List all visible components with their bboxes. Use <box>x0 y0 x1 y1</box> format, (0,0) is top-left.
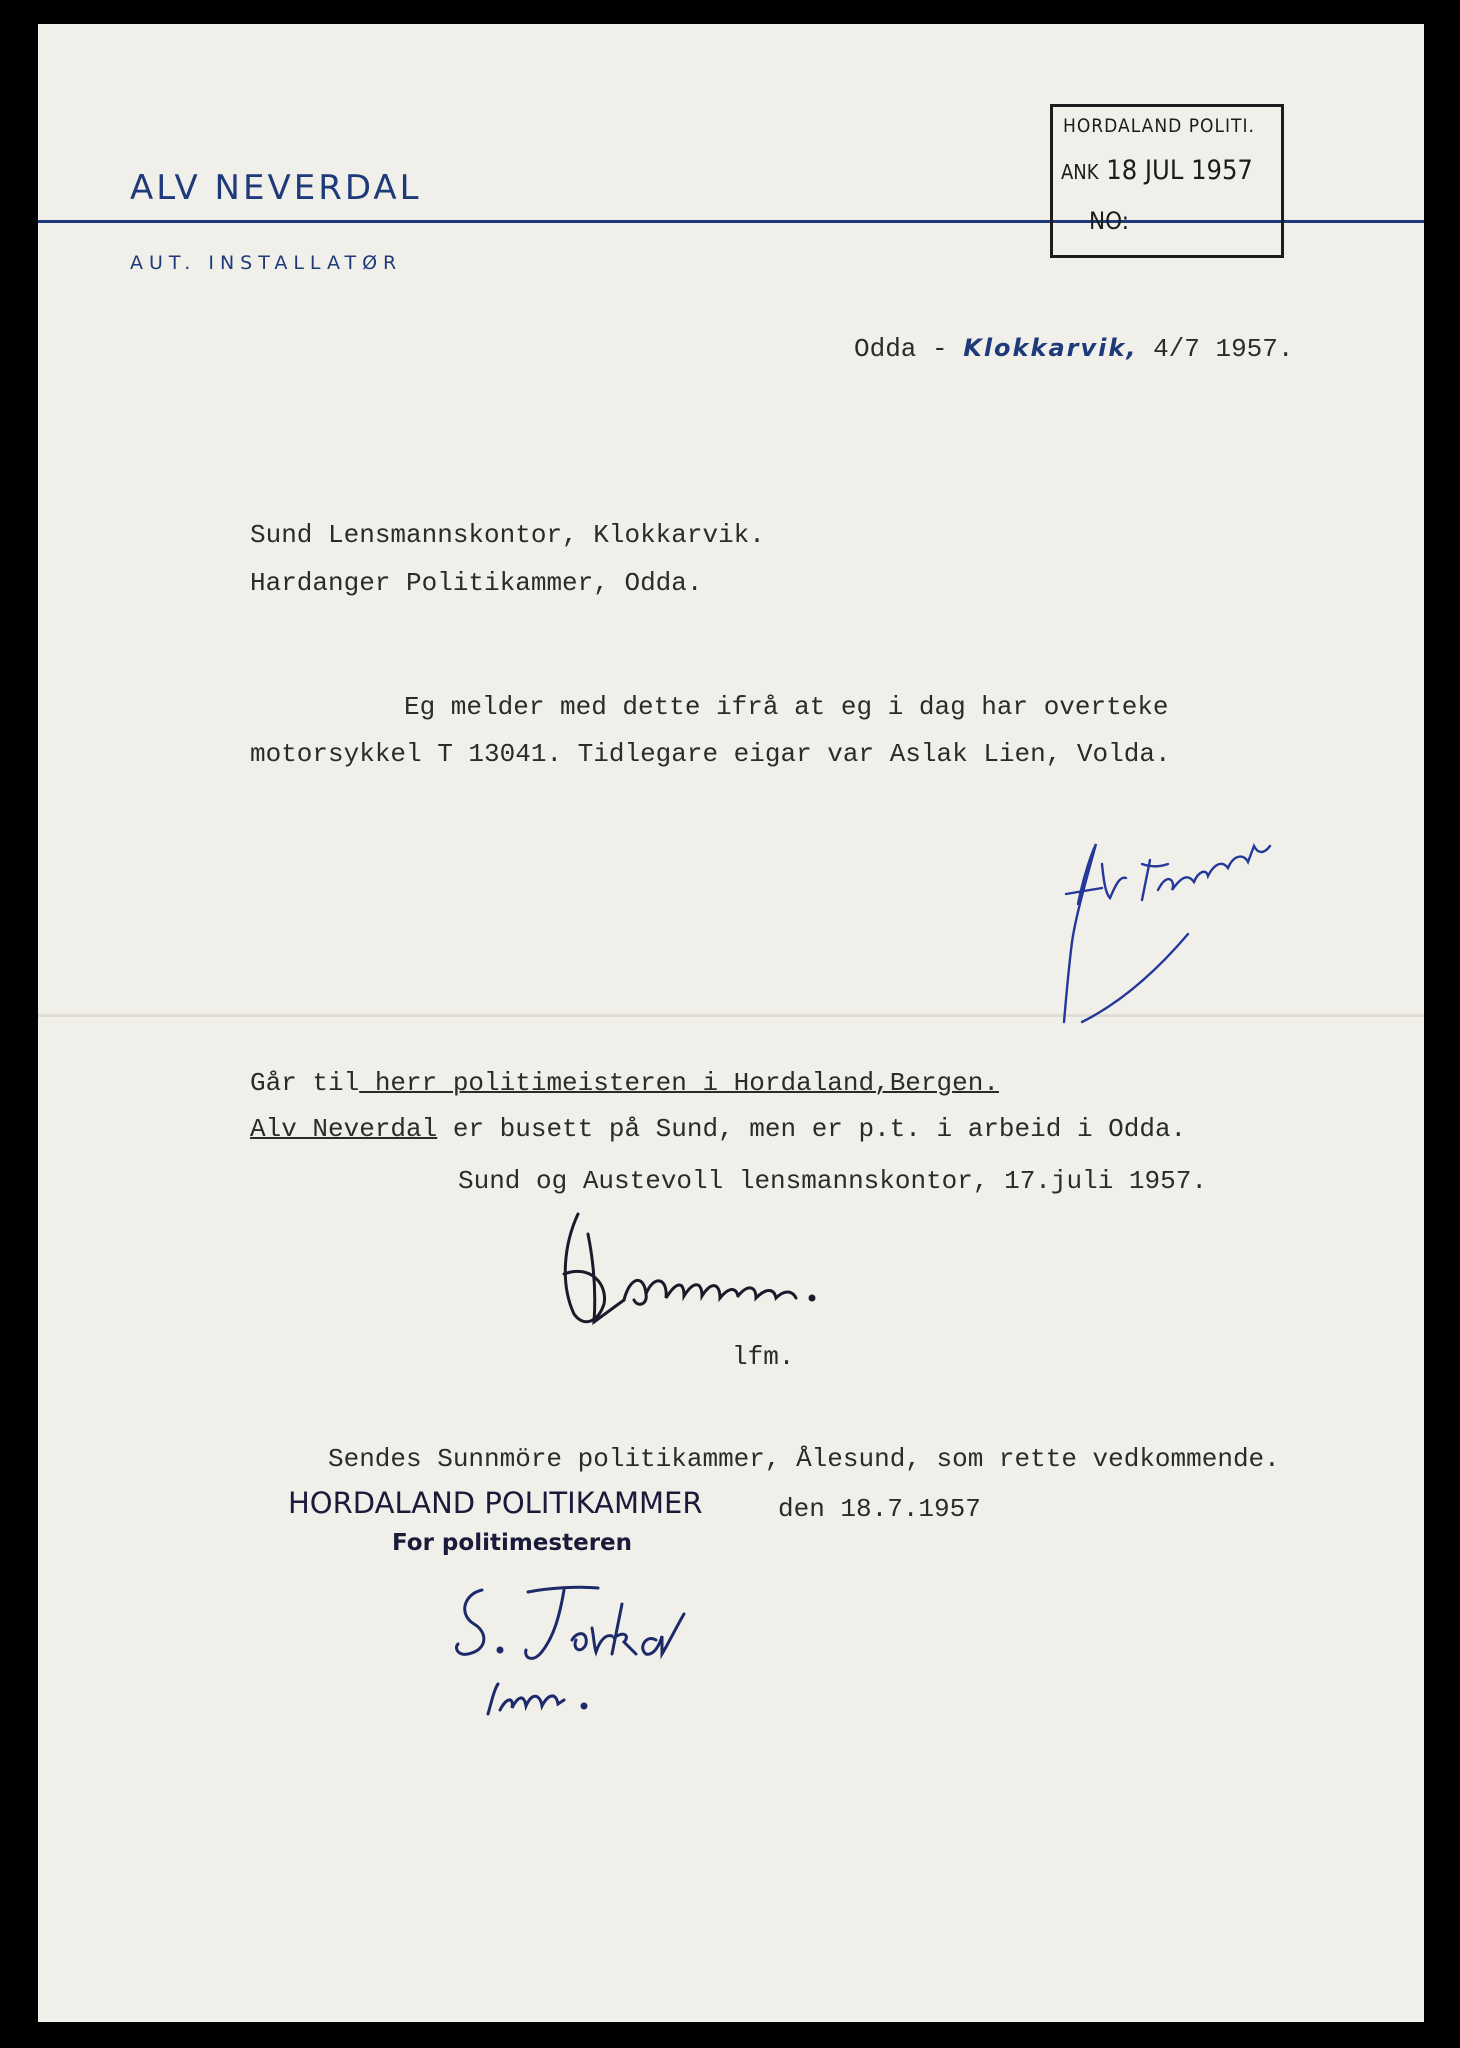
addressee-line: Sund Lensmannskontor, Klokkarvik. <box>250 520 765 550</box>
body-line: motorsykkel T 13041. Tidlegare eigar var Aslak Lien, Volda. <box>250 739 1171 769</box>
body-line: Eg melder med dette ifrå at eg i dag har overteke <box>404 692 1169 722</box>
dateline <box>854 336 1294 362</box>
endorsement-forward-recipient: herr politimeisteren i Hordaland,Bergen. <box>359 1068 999 1098</box>
endorsement-residence-line <box>250 1116 1186 1142</box>
letterhead-name: ALV NEVERDAL <box>130 168 422 208</box>
received-stamp-number: NO: <box>1089 207 1129 235</box>
received-stamp-date-line <box>1061 155 1253 186</box>
police-stamp-for: For politimesteren <box>392 1530 633 1556</box>
endorsement-office-date: Sund og Austevoll lensmannskontor, 17.juli 1957. <box>458 1166 1207 1196</box>
document-page <box>38 24 1424 2022</box>
dateline-date: 4/7 1957. <box>1153 334 1294 364</box>
letterhead-subtitle: AUT. INSTALLATØR <box>130 252 403 274</box>
handwritten-signature-icon <box>1058 824 1288 1024</box>
handwritten-signature-icon <box>448 1574 708 1734</box>
endorsement-forward-line <box>250 1070 999 1096</box>
endorsement-send-line: Sendes Sunnmöre politikammer, Ålesund, som rette vedkommende. <box>328 1444 1280 1474</box>
received-stamp-authority: HORDALAND POLITI. <box>1063 115 1255 137</box>
received-stamp <box>1050 104 1284 258</box>
endorsement-residence-text: er busett på Sund, men er p.t. i arbeid i Odda. <box>437 1114 1187 1144</box>
dateline-place-klokkarvik: Klokkarvik, <box>963 334 1138 362</box>
received-stamp-date: 18 JUL 1957 <box>1106 155 1253 186</box>
endorsement-forward-prefix: Går til <box>250 1068 360 1098</box>
received-stamp-prefix: ANK <box>1061 160 1099 184</box>
dateline-place-odda: Odda - <box>854 334 948 364</box>
endorsement-date: den 18.7.1957 <box>778 1494 981 1524</box>
endorsement-person-name: Alv Neverdal <box>250 1114 438 1144</box>
addressee-line: Hardanger Politikammer, Odda. <box>250 568 703 598</box>
police-stamp-authority: HORDALAND POLITIKAMMER <box>288 1486 703 1520</box>
endorsement-signer-title: lfm. <box>732 1342 795 1372</box>
handwritten-signature-icon <box>534 1204 834 1334</box>
